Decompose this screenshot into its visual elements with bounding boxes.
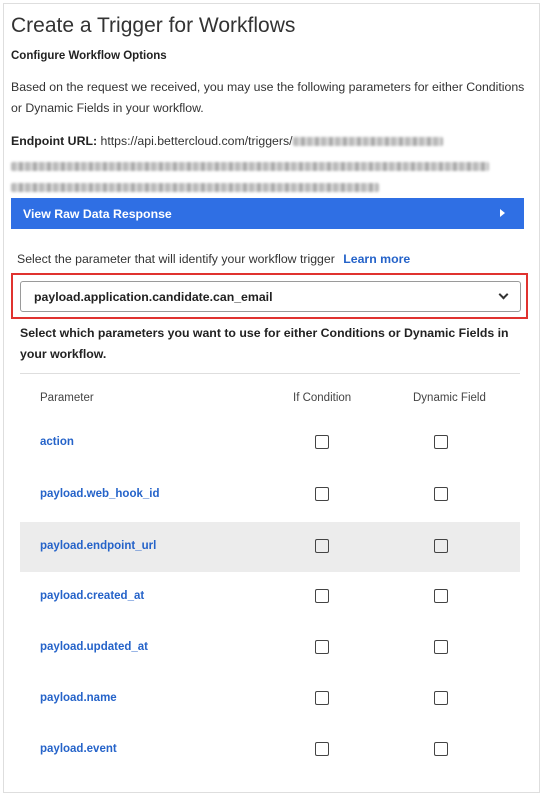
endpoint-label: Endpoint URL: <box>11 134 98 148</box>
parameter-name[interactable]: payload.name <box>40 692 117 704</box>
column-header-if-condition: If Condition <box>293 392 352 404</box>
trigger-parameter-value: payload.application.candidate.can_email <box>34 289 273 304</box>
parameter-name[interactable]: payload.event <box>40 743 117 755</box>
table-row <box>20 674 520 724</box>
redacted-line-1 <box>11 158 489 168</box>
table-row <box>20 725 520 775</box>
endpoint-url <box>11 131 526 152</box>
dynamic-field-checkbox[interactable] <box>434 742 448 756</box>
parameters-title: Select which parameters you want to use for either Conditions or Dynamic Fields in your workflow. <box>20 326 509 361</box>
dynamic-field-checkbox[interactable] <box>434 691 448 705</box>
divider <box>20 373 520 374</box>
learn-more-link[interactable]: Learn more <box>343 252 411 266</box>
if-condition-checkbox[interactable] <box>315 589 329 603</box>
table-row <box>20 522 520 572</box>
parameter-name[interactable]: payload.endpoint_url <box>40 540 157 552</box>
page-title: Create a Trigger for Workflows <box>11 14 296 37</box>
table-row <box>20 418 520 468</box>
dynamic-field-checkbox[interactable] <box>434 539 448 553</box>
chevron-down-icon <box>499 290 509 300</box>
column-header-dynamic-field: Dynamic Field <box>413 392 486 404</box>
table-row <box>20 623 520 673</box>
dynamic-field-checkbox[interactable] <box>434 435 448 449</box>
description-text: Based on the request we received, you may use the following parameters for either Conditions or Dynamic Fields in your workflow. <box>11 80 525 115</box>
section-subtitle: Configure Workflow Options <box>11 50 167 62</box>
parameter-name[interactable]: payload.updated_at <box>40 641 148 653</box>
if-condition-checkbox[interactable] <box>315 539 329 553</box>
if-condition-checkbox[interactable] <box>315 487 329 501</box>
parameter-name[interactable]: action <box>40 436 74 448</box>
parameter-name[interactable]: payload.web_hook_id <box>40 488 160 500</box>
endpoint-url-text: https://api.bettercloud.com/triggers/ <box>100 134 293 148</box>
column-header-parameter: Parameter <box>40 392 94 404</box>
trigger-select-label-text: Select the parameter that will identify your workflow trigger <box>17 252 335 266</box>
dynamic-field-checkbox[interactable] <box>434 487 448 501</box>
redacted-line-2 <box>11 179 379 189</box>
if-condition-checkbox[interactable] <box>315 435 329 449</box>
redacted-text <box>293 137 443 146</box>
dynamic-field-checkbox[interactable] <box>434 589 448 603</box>
if-condition-checkbox[interactable] <box>315 640 329 654</box>
view-raw-data-button[interactable] <box>11 198 524 229</box>
if-condition-checkbox[interactable] <box>315 742 329 756</box>
if-condition-checkbox[interactable] <box>315 691 329 705</box>
parameter-name[interactable]: payload.created_at <box>40 590 145 602</box>
trigger-parameter-select[interactable] <box>20 281 521 312</box>
table-row <box>20 470 520 520</box>
caret-right-icon <box>500 209 505 217</box>
trigger-select-label <box>17 252 410 266</box>
view-raw-data-label: View Raw Data Response <box>23 206 172 221</box>
dynamic-field-checkbox[interactable] <box>434 640 448 654</box>
table-row <box>20 572 520 622</box>
